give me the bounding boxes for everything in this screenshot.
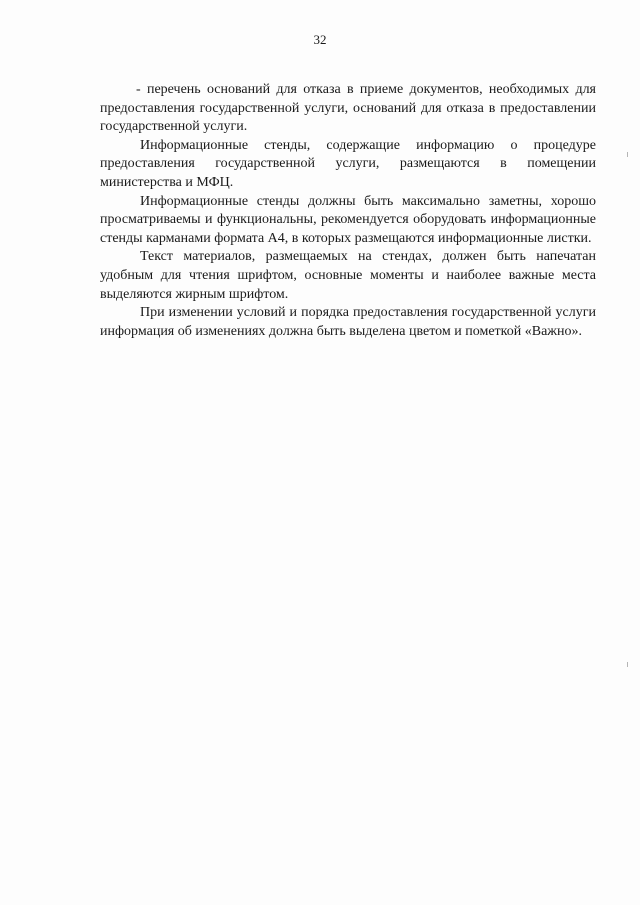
paragraph-info-stands-requirements: Информационные стенды должны быть максимально заметны, хорошо просматриваемы и функциональны, рекомендуется оборудовать информационные стенды карманами формата А4, в которых размещаются информационные листки.	[100, 193, 596, 246]
paragraph-refusal-grounds: - перечень оснований для отказа в приеме документов, необходимых для предоставления государственной услуги, оснований для отказа в предоставлении государственной услуги.	[100, 82, 596, 135]
paragraph-info-stands-placement: Информационные стенды, содержащие информацию о процедуре предоставления государственной услуги, размещаются в помещении министерства и МФЦ.	[100, 137, 596, 190]
paragraph-changes-marking: При изменении условий и порядка предоставления государственной услуги информация об изменениях должна быть выделена цветом и пометкой «Важно».	[100, 305, 596, 339]
scan-edge-mark	[627, 152, 628, 157]
page-number: 32	[313, 32, 327, 47]
paragraph-text-font: Текст материалов, размещаемых на стендах, должен быть напечатан удобным для чтения шрифтом, основные моменты и наиболее важные места выделяются жирным шрифтом.	[100, 249, 596, 302]
body-text	[100, 81, 596, 341]
scan-edge-mark	[627, 662, 628, 667]
